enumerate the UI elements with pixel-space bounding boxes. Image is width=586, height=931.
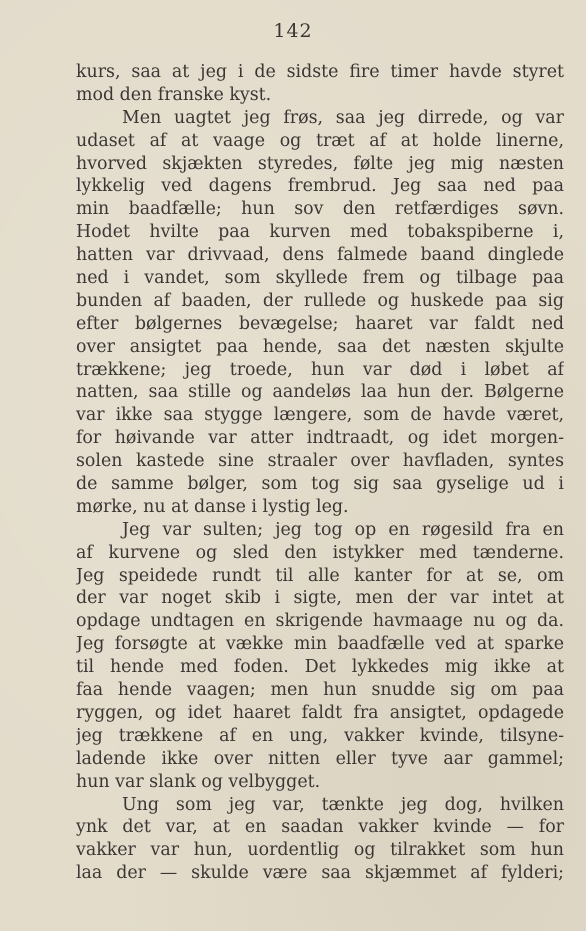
text-line: ryggen, og idet haaret faldt fra ansigtet, opdagede: [76, 702, 564, 723]
body-text: [76, 61, 564, 885]
text-line: hvorved skjækten styredes, følte jeg mig næsten: [76, 153, 564, 174]
text-line: var ikke saa stygge længere, som de havde været,: [76, 405, 564, 426]
page-number: 142: [273, 20, 313, 42]
text-line: hatten var drivvaad, dens falmede baand dinglede: [76, 245, 564, 266]
text-line: trækkene; jeg troede, hun var død i løbet af: [76, 359, 564, 380]
text-line: jeg trækkene af en ung, vakker kvinde, tilsyne-: [76, 725, 564, 746]
text-line: bunden af baaden, der rullede og huskede paa sig: [76, 290, 564, 311]
text-line: udaset af at vaage og træt af at holde linerne,: [76, 130, 564, 151]
text-line: ned i vandet, som skyllede frem og tilbage paa: [76, 268, 564, 289]
text-line: hun var slank og velbygget.: [76, 771, 321, 792]
text-line: opdage undtagen en skrigende havmaage nu og da.: [76, 611, 564, 632]
text-line: kurs, saa at jeg i de sidste fire timer havde styret: [76, 62, 564, 82]
text-line: Jeg forsøgte at vække min baadfælle ved at sparke: [76, 634, 564, 655]
text-line: vakker var hun, uordentlig og tilrakket som hun: [76, 840, 564, 861]
text-line: solen kastede sine straaler over havfladen, syntes: [76, 451, 564, 472]
text-line: lykkelig ved dagens frembrud. Jeg saa ned paa: [76, 176, 564, 197]
text-line: for høivande var atter indtraadt, og idet morgen-: [76, 428, 564, 449]
text-line: mod den franske kyst.: [76, 84, 272, 105]
text-line: faa hende vaagen; men hun snudde sig om paa: [76, 680, 564, 701]
text-line: over ansigtet paa hende, saa det næsten skjulte: [76, 336, 564, 357]
text-line: de samme bølger, som tog sig saa gyselige ud i: [76, 474, 564, 495]
text-line: Men uagtet jeg frøs, saa jeg dirrede, og var: [122, 107, 564, 128]
text-line: Hodet hvilte paa kurven med tobakspiberne i,: [76, 222, 564, 243]
text-line: af kurvene og sled den istykker med tænderne.: [76, 542, 564, 563]
text-line: der var noget skib i sigte, men der var intet at: [76, 588, 564, 609]
text-line: ynk det var, at en saadan vakker kvinde — for: [76, 817, 564, 838]
text-line: efter bølgernes bevægelse; haaret var faldt ned: [76, 313, 564, 334]
text-line: mørke, nu at danse i lystig leg.: [76, 496, 349, 517]
text-line: Jeg var sulten; jeg tog op en røgesild fra en: [122, 519, 564, 540]
text-line: ladende ikke over nitten eller tyve aar gammel;: [76, 748, 564, 769]
text-line: Jeg speidede rundt til alle kanter for at se, om: [76, 565, 564, 586]
text-line: Ung som jeg var, tænkte jeg dog, hvilken: [122, 794, 564, 815]
text-line: til hende med foden. Det lykkedes mig ikke at: [76, 657, 564, 678]
text-line: natten, saa stille og aandeløs laa hun der. Bølgerne: [76, 382, 564, 403]
text-line: min baadfælle; hun sov den retfærdiges søvn.: [76, 199, 564, 220]
text-line: laa der — skulde være saa skjæmmet af fylderi;: [76, 863, 564, 884]
